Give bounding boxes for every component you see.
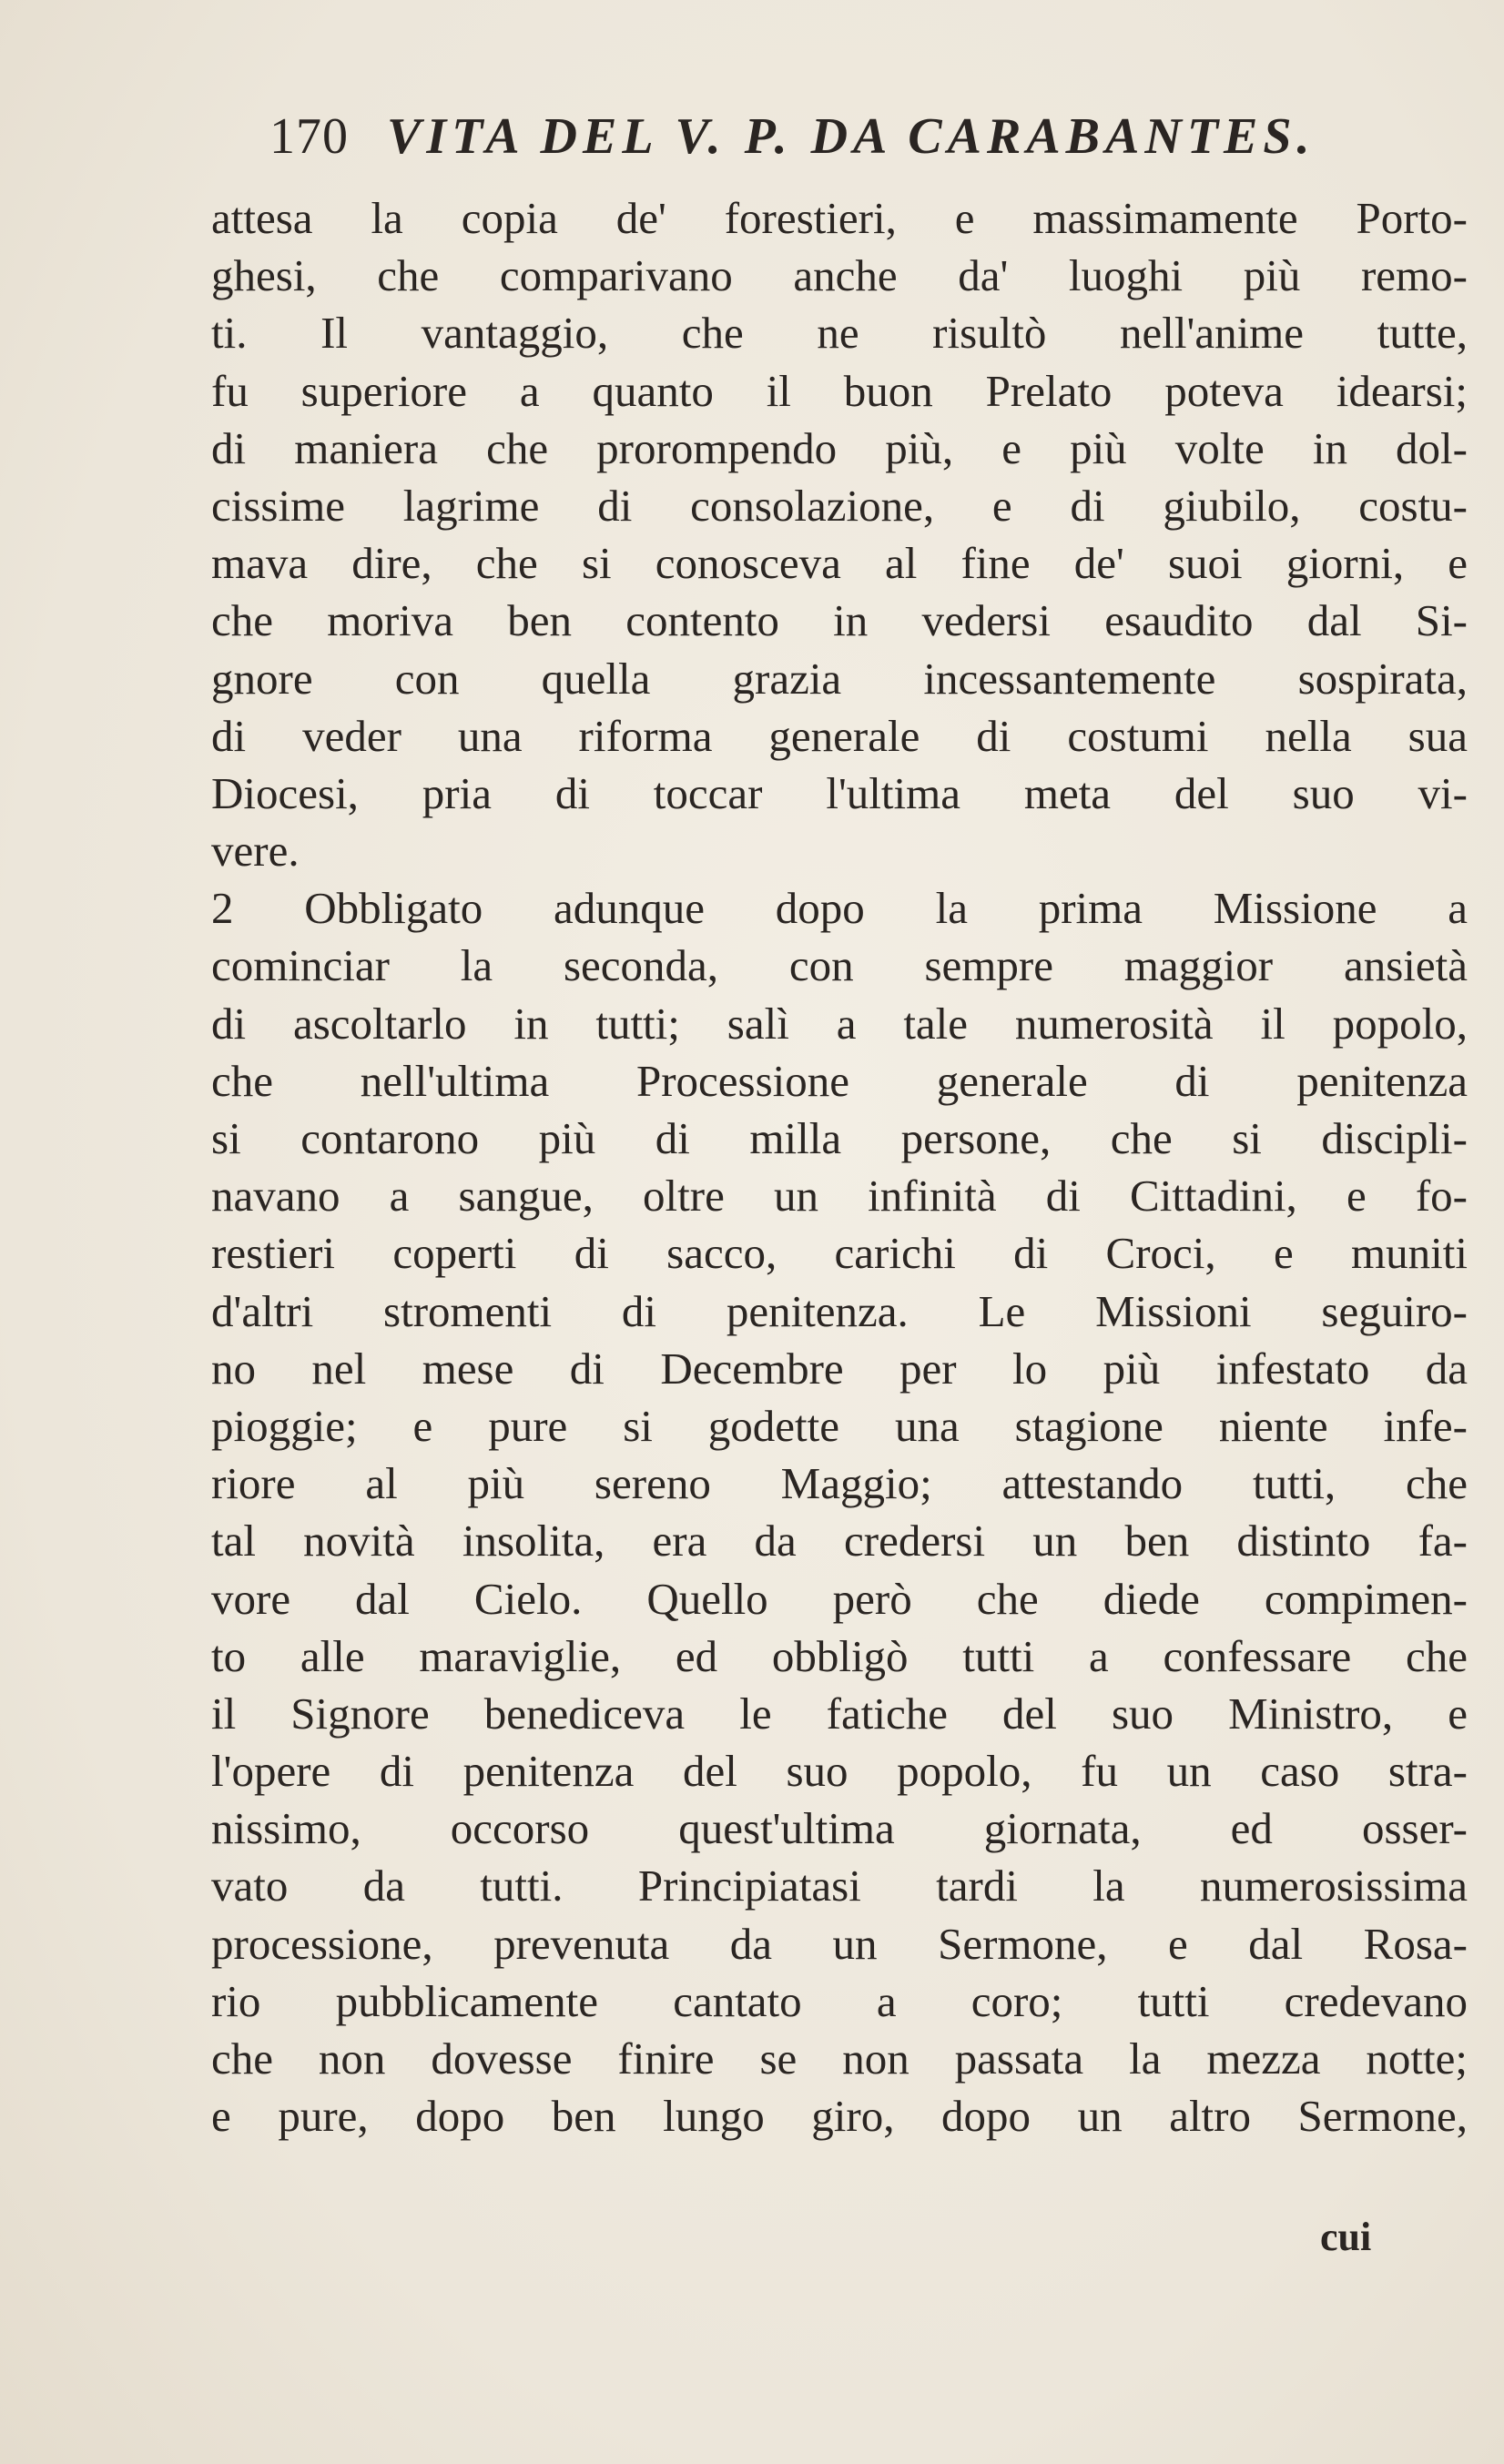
page-header: [269, 107, 1444, 171]
text-line: di maniera che prorompendo più, e più volte in dol-: [211, 422, 1468, 473]
catchword: cui: [1320, 2215, 1372, 2259]
text-line: e pure, dopo ben lungo giro, dopo un altro Sermone,: [211, 2091, 1468, 2142]
text-line: fu superiore a quanto il buon Prelato poteva idearsi;: [211, 365, 1468, 416]
body-text: [211, 189, 1468, 2145]
page-number: 170: [269, 108, 349, 165]
text-line: gnore con quella grazia incessantemente sospirata,: [211, 653, 1468, 704]
text-line: di ascoltarlo in tutti; salì a tale numerosità il popolo,: [211, 998, 1468, 1049]
text-line: ti. Il vantaggio, che ne risultò nell'anime tutte,: [211, 308, 1468, 359]
text-line: processione, prevenuta da un Sermone, e dal Rosa-: [211, 1918, 1468, 1969]
text-line: 2 Obbligato adunque dopo la prima Missione a: [211, 883, 1468, 934]
text-line: l'opere di penitenza del suo popolo, fu un caso stra-: [211, 1746, 1468, 1797]
text-line: che non dovesse finire se non passata la mezza notte;: [211, 2033, 1468, 2084]
text-line: d'altri stromenti di penitenza. Le Missioni seguiro-: [211, 1285, 1468, 1336]
text-line: cominciar la seconda, con sempre maggior ansietà: [211, 940, 1468, 991]
text-line: restieri coperti di sacco, carichi di Croci, e muniti: [211, 1228, 1468, 1279]
text-line: vore dal Cielo. Quello però che diede compimen-: [211, 1573, 1468, 1624]
text-line: Diocesi, pria di toccar l'ultima meta del suo vi-: [211, 767, 1468, 818]
text-line: che moriva ben contento in vedersi esaudito dal Si-: [211, 595, 1468, 646]
running-title: VITA DEL V. P. DA CARABANTES.: [387, 108, 1316, 165]
text-line: vato da tutti. Principiatasi tardi la numerosissima: [211, 1861, 1468, 1911]
text-line: riore al più sereno Maggio; attestando tutti, che: [211, 1458, 1468, 1509]
text-line: di veder una riforma generale di costumi nella sua: [211, 710, 1468, 761]
text-line: il Signore benediceva le fatiche del suo Ministro, e: [211, 1688, 1468, 1739]
text-line: mava dire, che si conosceva al fine de' suoi giorni, e: [211, 538, 1468, 589]
text-line: si contarono più di milla persone, che si discipli-: [211, 1113, 1468, 1163]
text-line: navano a sangue, oltre un infinità di Cittadini, e fo-: [211, 1171, 1468, 1222]
text-line: tal novità insolita, era da credersi un ben distinto fa-: [211, 1516, 1468, 1567]
text-line: cissime lagrime di consolazione, e di giubilo, costu-: [211, 480, 1468, 531]
text-line: che nell'ultima Processione generale di penitenza: [211, 1055, 1468, 1106]
text-line: pioggie; e pure si godette una stagione niente infe-: [211, 1400, 1468, 1451]
text-line: rio pubblicamente cantato a coro; tutti credevano: [211, 1975, 1468, 2026]
text-line: vere.: [211, 826, 300, 877]
text-line: ghesi, che comparivano anche da' luoghi più remo-: [211, 250, 1468, 301]
text-line: to alle maraviglie, ed obbligò tutti a confessare che: [211, 1630, 1468, 1681]
text-line: nissimo, occorso quest'ultima giornata, ed osser-: [211, 1803, 1468, 1854]
text-line: no nel mese di Decembre per lo più infestato da: [211, 1343, 1468, 1394]
text-line: attesa la copia de' forestieri, e massimamente Porto-: [211, 193, 1468, 243]
